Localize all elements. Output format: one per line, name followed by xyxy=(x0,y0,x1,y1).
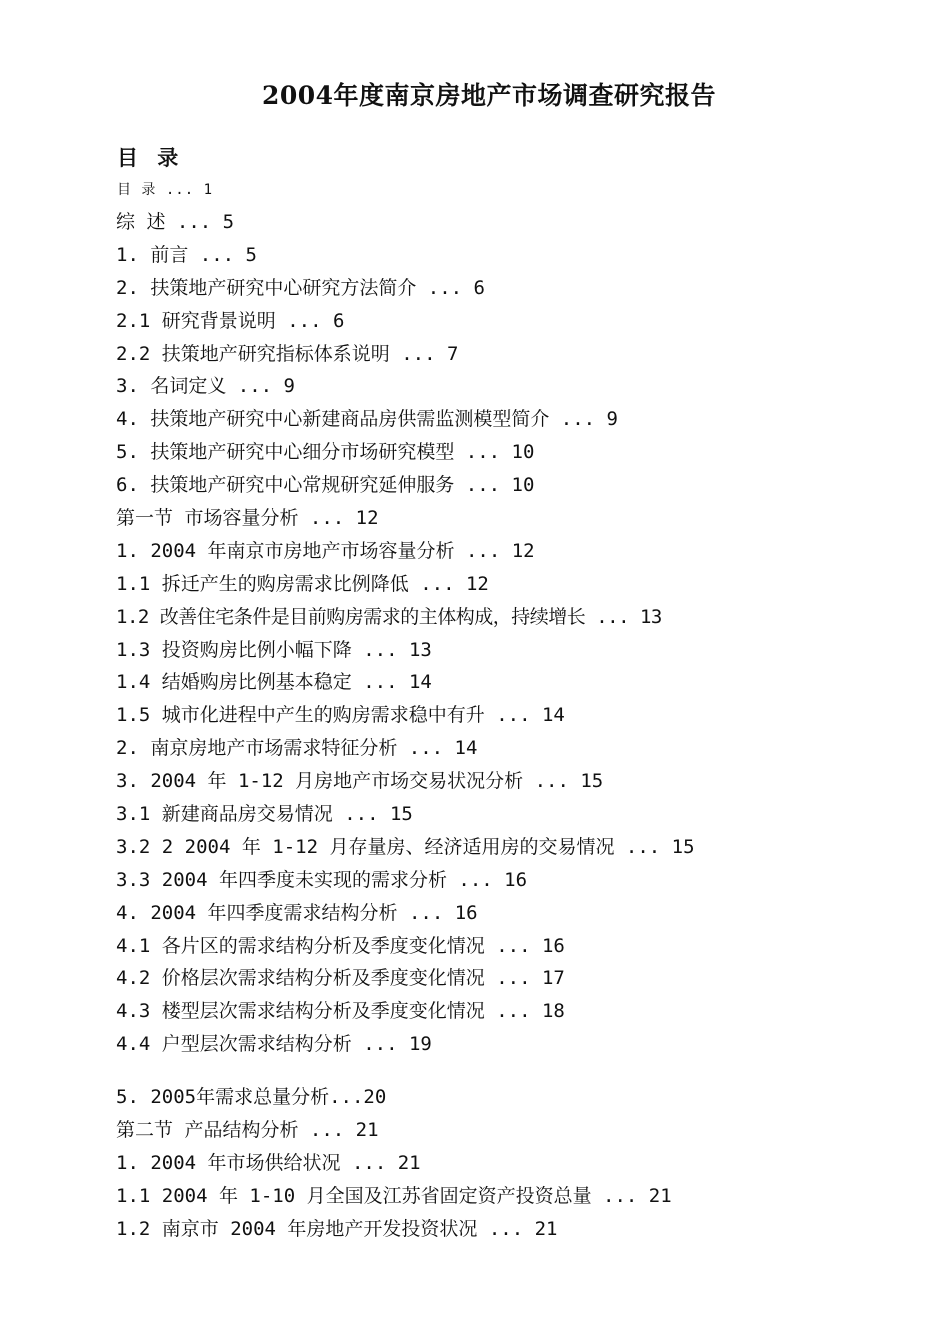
toc-entry[interactable]: 1. 2004 年市场供给状况 ... 21 xyxy=(116,1151,421,1174)
toc-entry[interactable]: 1.3 投资购房比例小幅下降 ... 13 xyxy=(116,638,432,661)
toc-entry[interactable]: 1. 前言 ... 5 xyxy=(116,243,257,266)
toc-entry[interactable]: 2.2 扶策地产研究指标体系说明 ... 7 xyxy=(116,342,459,365)
toc-entry[interactable]: 3.1 新建商品房交易情况 ... 15 xyxy=(116,803,413,826)
toc-entry[interactable]: 4. 2004 年四季度需求结构分析 ... 16 xyxy=(116,901,478,924)
toc-entry[interactable]: 4. 扶策地产研究中心新建商品房供需监测模型简介 ... 9 xyxy=(116,408,618,431)
toc-entry[interactable]: 1.5 城市化进程中产生的购房需求稳中有升 ... 14 xyxy=(116,704,565,727)
toc-entry[interactable]: 第一节 市场容量分析 ... 12 xyxy=(116,507,379,530)
toc-entry[interactable]: 1.1 2004 年 1-10 月全国及江苏省固定资产投资总量 ... 21 xyxy=(116,1184,672,1207)
document-title: 2004年度南京房地产市场调查研究报告 xyxy=(261,81,717,110)
toc-entry[interactable]: 3. 2004 年 1-12 月房地产市场交易状况分析 ... 15 xyxy=(116,770,604,793)
toc-entry[interactable]: 1. 2004 年南京市房地产市场容量分析 ... 12 xyxy=(116,539,535,562)
toc-entry[interactable]: 4.2 价格层次需求结构分析及季度变化情况 ... 17 xyxy=(116,967,565,990)
toc-self-entry: 目 录 ... 1 xyxy=(117,182,214,198)
toc-entry[interactable]: 2.1 研究背景说明 ... 6 xyxy=(116,309,345,332)
toc-list xyxy=(116,206,695,1246)
toc-entry[interactable]: 2. 南京房地产市场需求特征分析 ... 14 xyxy=(116,737,478,760)
toc-entry[interactable]: 4.3 楼型层次需求结构分析及季度变化情况 ... 18 xyxy=(116,1000,565,1023)
toc-entry[interactable]: 3. 名词定义 ... 9 xyxy=(116,375,295,398)
toc-entry[interactable]: 1.2 南京市 2004 年房地产开发投资状况 ... 21 xyxy=(116,1217,558,1240)
toc-entry[interactable]: 6. 扶策地产研究中心常规研究延伸服务 ... 10 xyxy=(116,474,535,497)
toc-entry[interactable]: 3.2 2 2004 年 1-12 月存量房、经济适用房的交易情况 ... 15 xyxy=(116,835,695,858)
toc-entry[interactable]: 4.4 户型层次需求结构分析 ... 19 xyxy=(116,1033,432,1056)
toc-heading: 目 录 xyxy=(117,145,185,170)
toc-entry[interactable]: 5. 扶策地产研究中心细分市场研究模型 ... 10 xyxy=(116,441,535,464)
toc-entry[interactable]: 1.1 拆迁产生的购房需求比例降低 ... 12 xyxy=(116,572,489,595)
toc-entry[interactable]: 5. 2005年需求总量分析...20 xyxy=(116,1086,387,1109)
toc-entry[interactable]: 4.1 各片区的需求结构分析及季度变化情况 ... 16 xyxy=(116,934,565,957)
toc-entry[interactable]: 2. 扶策地产研究中心研究方法简介 ... 6 xyxy=(116,276,485,299)
toc-entry[interactable]: 3.3 2004 年四季度未实现的需求分析 ... 16 xyxy=(116,868,528,891)
toc-entry[interactable]: 1.2 改善住宅条件是目前购房需求的主体构成，持续增长 ... 13 xyxy=(116,605,662,628)
toc-entry[interactable]: 综 述 ... 5 xyxy=(116,211,235,233)
toc-entry[interactable]: 1.4 结婚购房比例基本稳定 ... 14 xyxy=(116,671,432,694)
toc-entry[interactable]: 第二节 产品结构分析 ... 21 xyxy=(116,1119,379,1142)
